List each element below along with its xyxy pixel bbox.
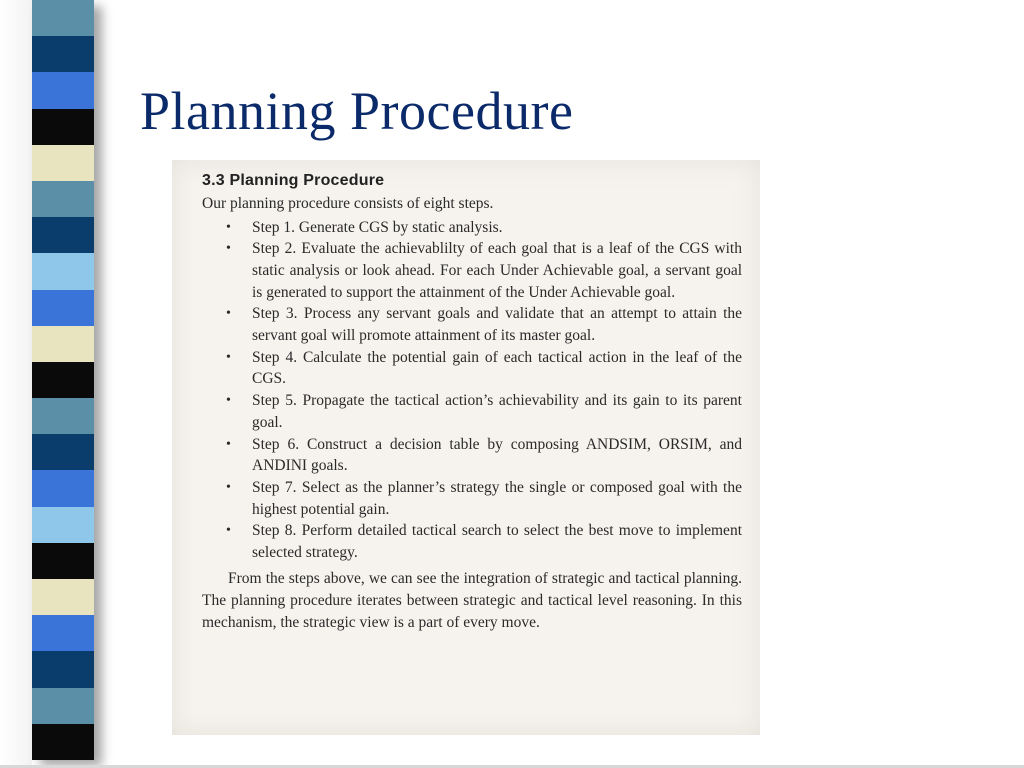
step-item [226,238,742,303]
steps-list [202,217,742,564]
stripe-block [32,181,94,217]
stripe-block [32,362,94,398]
step-item [226,217,742,239]
step-text: Step 8. Perform detailed tactical search to select the best move to implement selected strategy. [252,522,742,562]
step-text: Step 7. Select as the planner’s strategy the single or composed goal with the highest potential gain. [252,478,742,518]
step-item [226,477,742,520]
section-heading: 3.3 Planning Procedure [202,172,385,189]
stripe-block [32,434,94,470]
bullet-icon: • [226,306,231,322]
step-item [226,390,742,433]
stripe-block [32,688,94,724]
step-text: Step 2. Evaluate the achievablilty of each goal that is a leaf of the CGS with static analysis or look ahead. For each Under Achievable goal, a servant goal is generated to support the attainment of the Under Achievable goal. [252,240,742,301]
stripe-block [32,326,94,362]
stripe-block [32,36,94,72]
stripe-block [32,145,94,181]
step-text: Step 5. Propagate the tactical action’s achievability and its gain to its parent goal. [252,392,742,431]
slide-title: Planning Procedure [140,81,574,141]
step-item [226,303,742,346]
stripe-shadow-area [0,0,32,768]
step-text: Step 4. Calculate the potential gain of each tactical action in the leaf of the CGS. [252,348,742,388]
step-item [226,434,742,477]
stripe-block [32,543,94,579]
stripe-block [32,651,94,687]
conclusion-text: From the steps above, we can see the integration of strategic and tactical planning. The planning procedure iterates between strategic and tactical level reasoning. In this mechanism, the strategic view is a part of every move. [202,569,742,631]
intro-text: Our planning procedure consists of eight steps. [202,195,494,212]
bullet-icon: • [226,219,231,235]
stripe-block [32,470,94,506]
stripe-block [32,217,94,253]
stripe-block [32,398,94,434]
stripe-block [32,0,94,36]
stripe-block [32,579,94,615]
step-text: Step 3. Process any servant goals and validate that an attempt to attain the servant goal will promote attainment of its master goal. [252,305,742,345]
stripe-block [32,290,94,326]
bullet-icon: • [226,479,231,495]
decorative-stripe [32,0,94,760]
stripe-block [32,109,94,145]
stripe-block [32,72,94,108]
stripe-block [32,507,94,543]
stripe-block [32,253,94,289]
bullet-icon: • [226,241,231,257]
step-text: Step 1. Generate CGS by static analysis. [252,218,503,236]
bullet-icon: • [226,393,231,409]
bullet-icon: • [226,349,231,365]
bullet-icon: • [226,436,231,452]
scanned-document [172,160,760,735]
step-item [226,347,742,390]
bullet-icon: • [226,523,231,539]
step-item [226,520,742,563]
stripe-block [32,615,94,651]
step-text: Step 6. Construct a decision table by composing ANDSIM, ORSIM, and ANDINI goals. [252,435,742,475]
stripe-block [32,724,94,760]
